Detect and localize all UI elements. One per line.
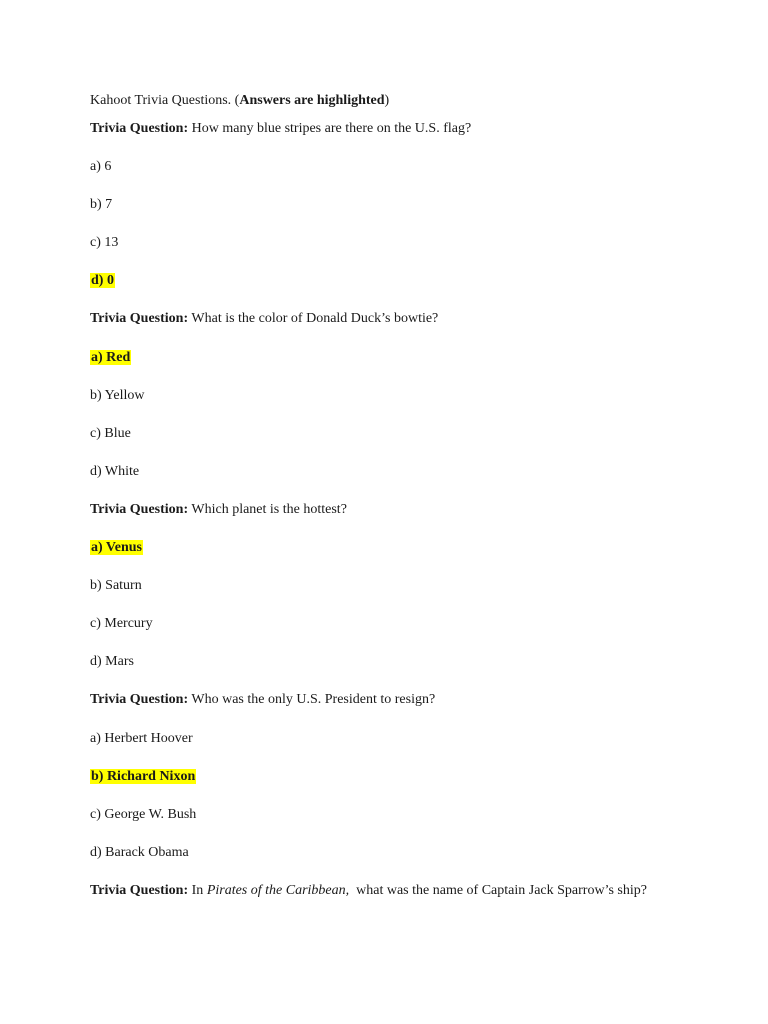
question-label: Trivia Question: (90, 501, 189, 517)
option-text: c) 13 (90, 235, 119, 251)
option-text: d) Barack Obama (90, 844, 189, 860)
option-text: a) Herbert Hoover (90, 730, 193, 746)
option-4a (90, 731, 730, 769)
question-label: Trivia Question: (90, 121, 189, 136)
question-label: Trivia Question: (90, 311, 189, 327)
movie-title: Pirates of the Caribbean, (206, 882, 350, 898)
option-text: c) George W. Bush (90, 806, 197, 822)
option-3c (90, 616, 730, 654)
question-1 (90, 121, 730, 159)
option-2a (90, 350, 730, 388)
option-1b (90, 197, 730, 235)
option-2c (90, 426, 730, 464)
highlighted-answer: b) Richard Nixon (91, 768, 196, 784)
option-4b (90, 769, 730, 807)
intro-bold: Answers are highlighted (239, 93, 385, 108)
intro-prefix: Kahoot Trivia Questions. ( (90, 93, 240, 108)
option-3d (90, 654, 730, 692)
option-3a (90, 540, 730, 578)
option-text: a) 6 (90, 159, 112, 175)
question-text-before: In (191, 882, 207, 898)
option-text: d) Mars (90, 654, 134, 670)
option-1c (90, 235, 730, 273)
option-1a (90, 159, 730, 197)
option-4c (90, 807, 730, 845)
question-2 (90, 311, 730, 349)
option-text: d) White (90, 463, 140, 479)
question-text-after: what was the name of Captain Jack Sparrow’s ship? (349, 882, 647, 898)
document-page (90, 93, 730, 921)
question-text: Who was the only U.S. President to resign? (191, 692, 436, 708)
option-3b (90, 578, 730, 616)
option-2d (90, 464, 730, 502)
option-4d (90, 845, 730, 883)
option-text: b) Yellow (90, 387, 145, 403)
option-2b (90, 388, 730, 426)
question-text: How many blue stripes are there on the U.S. flag? (191, 121, 472, 136)
question-4 (90, 692, 730, 730)
intro-line (90, 93, 730, 121)
highlighted-answer: a) Venus (91, 540, 142, 556)
question-label: Trivia Question: (90, 882, 189, 898)
question-text: What is the color of Donald Duck’s bowtie? (191, 311, 439, 327)
option-text: c) Blue (90, 425, 131, 441)
option-text: c) Mercury (90, 616, 153, 632)
option-text: b) 7 (90, 197, 113, 213)
intro-suffix: ) (384, 93, 390, 108)
question-text: Which planet is the hottest? (191, 501, 347, 517)
highlighted-answer: a) Red (91, 349, 131, 365)
question-label: Trivia Question: (90, 692, 189, 708)
option-1d (90, 273, 730, 311)
highlighted-answer: d) 0 (91, 273, 114, 289)
option-text: b) Saturn (90, 578, 142, 594)
question-5 (90, 883, 730, 921)
question-3 (90, 502, 730, 540)
